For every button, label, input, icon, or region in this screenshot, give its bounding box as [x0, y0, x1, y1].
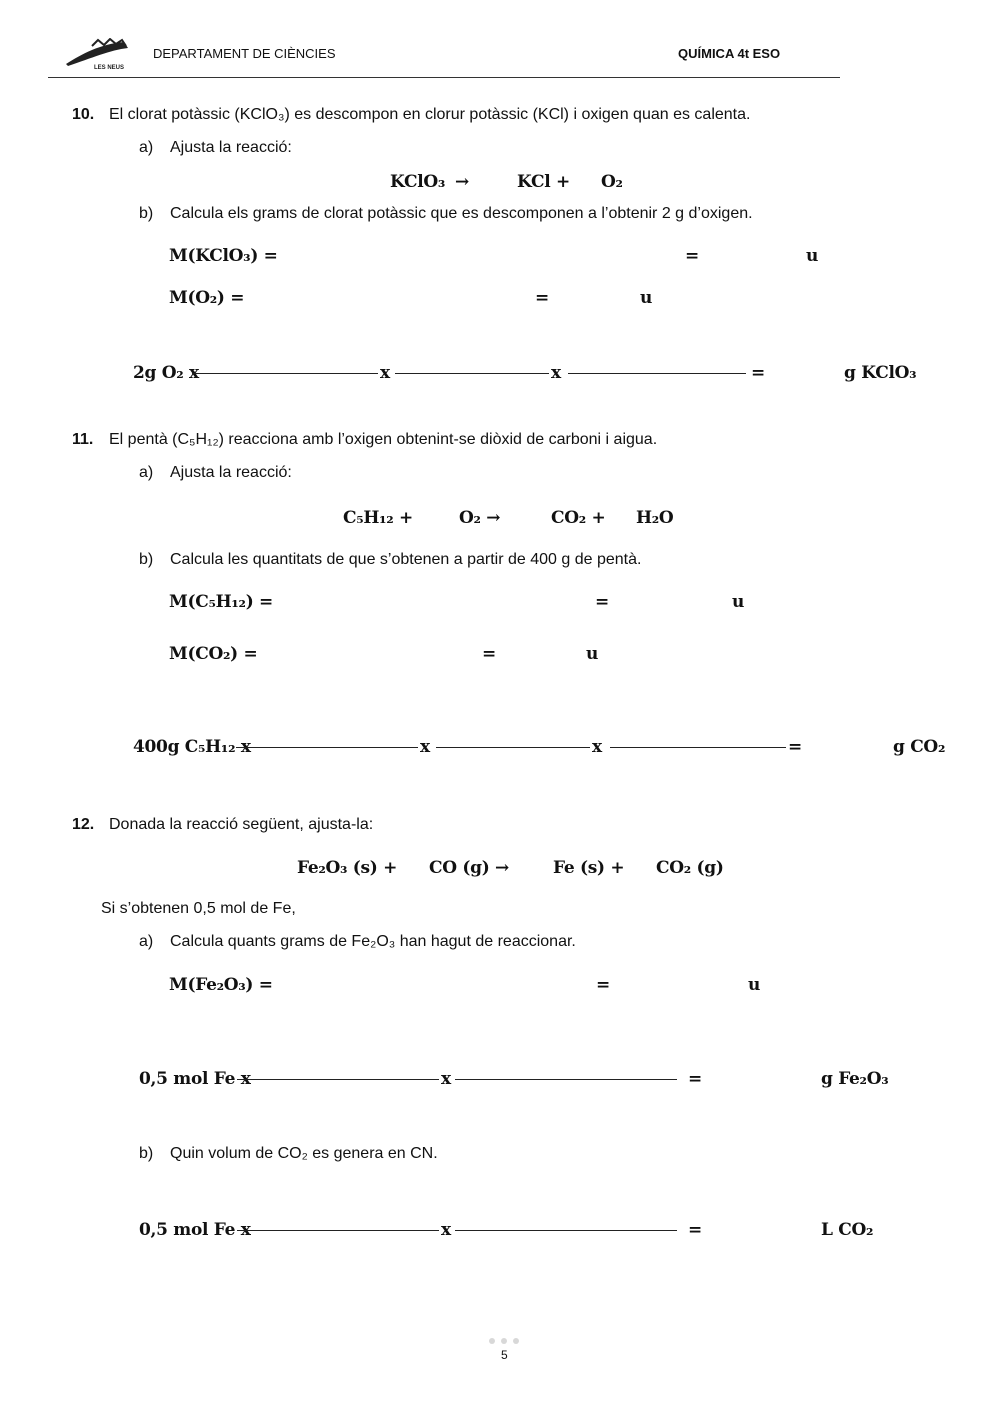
q11-molar-mass-2-equals: = — [482, 644, 496, 664]
q10-a-label: a) — [139, 139, 154, 156]
q12-product-2: CO₂ (g) — [656, 858, 724, 878]
school-logo — [62, 38, 134, 72]
page-number: 5 — [501, 1348, 508, 1362]
q11-product-2: H₂O — [636, 508, 674, 528]
q11-calc-result-unit: g CO₂ — [893, 737, 946, 757]
q11-molar-mass-2-unit: u — [586, 644, 599, 664]
q10-molar-mass-1-equals: = — [685, 246, 699, 266]
q12-number: 12. — [72, 816, 95, 833]
q10-b-text: Calcula els grams de clorat potàssic que es descomponen a l’obtenir 2 g d’oxigen. — [170, 205, 753, 222]
q12-b-calc-result-unit: L CO₂ — [821, 1220, 874, 1240]
q12-b-calc-times-1: x — [441, 1220, 451, 1240]
q11-molar-mass-1-label: M(C₅H₁₂) = — [169, 592, 273, 612]
q11-reactant-2: O₂ → — [459, 508, 501, 528]
page-dot — [513, 1338, 519, 1344]
q12-statement: Donada la reacció següent, ajusta-la: — [109, 816, 374, 833]
q10-reactant-1: KClO₃ — [390, 172, 446, 192]
q12-product-1: Fe (s) + — [553, 858, 625, 878]
q11-a-text: Ajusta la reacció: — [170, 464, 292, 481]
q11-molar-mass-1-unit: u — [732, 592, 745, 612]
q11-calc-start: 400g C₅H₁₂ x — [133, 737, 251, 757]
q10-fraction-line-2 — [395, 373, 549, 374]
q11-calc-times-2: x — [592, 737, 602, 757]
q11-calc-times-1: x — [420, 737, 430, 757]
q11-molar-mass-2-label: M(CO₂) = — [169, 644, 258, 664]
q10-calc-start: 2g O₂ x — [133, 363, 199, 383]
q11-statement: El pentà (C₅H₁₂) reacciona amb l’oxigen obtenint-se diòxid de carboni i aigua. — [109, 431, 658, 448]
q12-reactant-2: CO (g) → — [429, 858, 509, 878]
q11-b-label: b) — [139, 551, 154, 568]
q11-b-text: Calcula les quantitats de que s’obtenen a partir de 400 g de pentà. — [170, 551, 642, 568]
q12-condition: Si s’obtenen 0,5 mol de Fe, — [101, 900, 296, 917]
q12-a-calc-times-1: x — [441, 1069, 451, 1089]
page-dot — [501, 1338, 507, 1344]
q12-b-calc-start: 0,5 mol Fe x — [139, 1220, 251, 1240]
q12-a-text: Calcula quants grams de Fe₂O₃ han hagut de reaccionar. — [170, 933, 576, 950]
department-title: DEPARTAMENT DE CIÈNCIES — [153, 46, 336, 61]
q10-b-label: b) — [139, 205, 154, 222]
q10-arrow: → — [455, 172, 469, 192]
q10-molar-mass-1-unit: u — [806, 246, 819, 266]
q12-a-fraction-line-2 — [455, 1079, 677, 1080]
header-rule — [48, 77, 840, 78]
q11-product-1: CO₂ + — [551, 508, 606, 528]
q10-molar-mass-2-label: M(O₂) = — [169, 288, 245, 308]
q12-molar-mass-1-unit: u — [748, 975, 761, 995]
q12-a-calc-equals: = — [688, 1069, 702, 1089]
q12-b-calc-equals: = — [688, 1220, 702, 1240]
q10-product-1: KCl + — [517, 172, 570, 192]
q11-fraction-line-3 — [610, 747, 786, 748]
q10-calc-times-1: x — [380, 363, 390, 383]
q12-molar-mass-1-equals: = — [596, 975, 610, 995]
q10-calc-times-2: x — [551, 363, 561, 383]
q10-calc-equals: = — [751, 363, 765, 383]
q11-molar-mass-1-equals: = — [595, 592, 609, 612]
q12-b-fraction-line-2 — [455, 1230, 677, 1231]
q10-calc-result-unit: g KClO₃ — [844, 363, 917, 383]
q11-fraction-line-2 — [436, 747, 590, 748]
q10-product-2: O₂ — [601, 172, 623, 192]
page-dot — [489, 1338, 495, 1344]
q11-number: 11. — [72, 431, 94, 448]
q12-b-text: Quin volum de CO₂ es genera en CN. — [170, 1145, 438, 1162]
q10-molar-mass-1-label: M(KClO₃) = — [169, 246, 278, 266]
q10-statement: El clorat potàssic (KClO₃) es descompon en clorur potàssic (KCl) i oxigen quan es calenta. — [109, 106, 751, 123]
q11-calc-equals: = — [788, 737, 802, 757]
q12-b-label: b) — [139, 1145, 154, 1162]
q10-fraction-line-3 — [568, 373, 746, 374]
q12-b-fraction-line-1 — [237, 1230, 439, 1231]
q12-molar-mass-1-label: M(Fe₂O₃) = — [169, 975, 273, 995]
subject-title: QUÍMICA 4t ESO — [678, 46, 781, 61]
q10-a-text: Ajusta la reacció: — [170, 139, 292, 156]
q10-molar-mass-2-equals: = — [535, 288, 549, 308]
q11-fraction-line-1 — [236, 747, 418, 748]
page-dots — [489, 1331, 525, 1349]
q12-a-fraction-line-1 — [237, 1079, 439, 1080]
q11-a-label: a) — [139, 464, 154, 481]
logo-text: LES NEUS — [94, 65, 125, 71]
q11-reactant-1: C₅H₁₂ + — [343, 508, 413, 528]
q10-number: 10. — [72, 106, 95, 123]
q12-a-calc-result-unit: g Fe₂O₃ — [821, 1069, 889, 1089]
q12-reactant-1: Fe₂O₃ (s) + — [297, 858, 398, 878]
q10-molar-mass-2-unit: u — [640, 288, 653, 308]
q12-a-calc-start: 0,5 mol Fe x — [139, 1069, 251, 1089]
q10-fraction-line-1 — [192, 373, 378, 374]
q12-a-label: a) — [139, 933, 154, 950]
